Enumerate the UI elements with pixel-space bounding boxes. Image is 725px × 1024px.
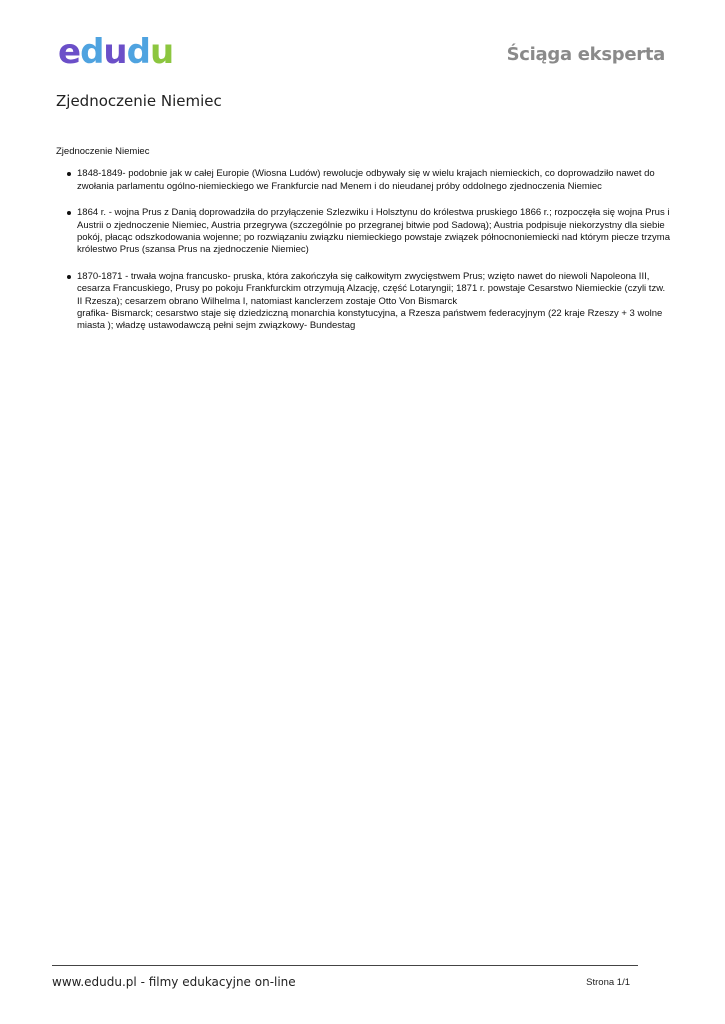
bullet-list — [56, 168, 672, 332]
footer-divider — [52, 965, 638, 966]
page-title: Zjednoczenie Niemiec — [56, 92, 222, 110]
logo-letter: d — [126, 32, 150, 72]
list-item-text: 1870-1871 - trwała wojna francusko- pruska, która zakończyła się całkowitym zwycięstwem Prus; wzięto nawet do niewoli Napoleona III, cesarza Francuskiego, Prusy po pokoju Frankfurckim otrzymują Alzację, część Lotaryngii; 1871 r. powstaje Cesarstwo Niemieckie (czyli tzw. II Rzesza); cesarzem obrano Wilhelma I, natomiast kanclerzem zostaje Otto Von Bismarck — [77, 270, 666, 307]
bullet-icon — [67, 211, 71, 215]
logo-letter: e — [58, 32, 81, 72]
bullet-icon — [67, 275, 71, 279]
footer-site-link[interactable]: www.edudu.pl - filmy edukacyjne on-line — [52, 975, 296, 989]
logo-letter: u — [103, 32, 127, 72]
edudu-logo[interactable] — [58, 32, 173, 72]
header-tagline: Ściąga eksperta — [506, 44, 665, 65]
list-item — [56, 207, 672, 257]
logo-letter: u — [149, 32, 174, 72]
section-title: Zjednoczenie Niemiec — [56, 146, 150, 157]
list-item-text: grafika- Bismarck; cesarstwo staje się dziedziczną monarchia konstytucyjna, a Rzesza państwem federacyjnym (22 kraje Rzeszy + 3 wolne miasta ); władzę ustawodawczą pełni sejm związkowy- Bundestag — [77, 308, 663, 332]
list-item — [56, 168, 672, 193]
document-body — [56, 146, 672, 347]
list-item-text: 1848-1849- podobnie jak w całej Europie (Wiosna Ludów) rewolucje odbywały się w wielu krajach niemieckich, co doprowadziło nawet do zwołania parlamentu ogólno-niemieckiego we Frankfurcie nad Menem i do nieudanej próby oddolnego zjednoczenia Niemiec — [77, 168, 655, 192]
list-item — [56, 271, 672, 333]
list-item-text: 1864 r. - wojna Prus z Danią doprowadziła do przyłączenie Szlezwiku i Holsztynu do królestwa pruskiego 1866 r.; rozpoczęła się wojna Prus i Austrii o zjednoczenie Niemiec, Austria przegrywa (szczególnie po przegranej bitwie pod Sadową); Austria podpisuje niekorzystny dla siebie pokój, płacąc odszkodowania wojenne; po rozwiązaniu związku niemieckiego powstaje związek północnoniemiecki nad którym piecze trzyma królestwo Prus (szansa Prus na zjednoczenie Niemiec) — [77, 207, 670, 256]
bullet-icon — [67, 172, 71, 176]
page-number: Strona 1/1 — [586, 977, 630, 988]
logo-letter: d — [80, 32, 104, 72]
